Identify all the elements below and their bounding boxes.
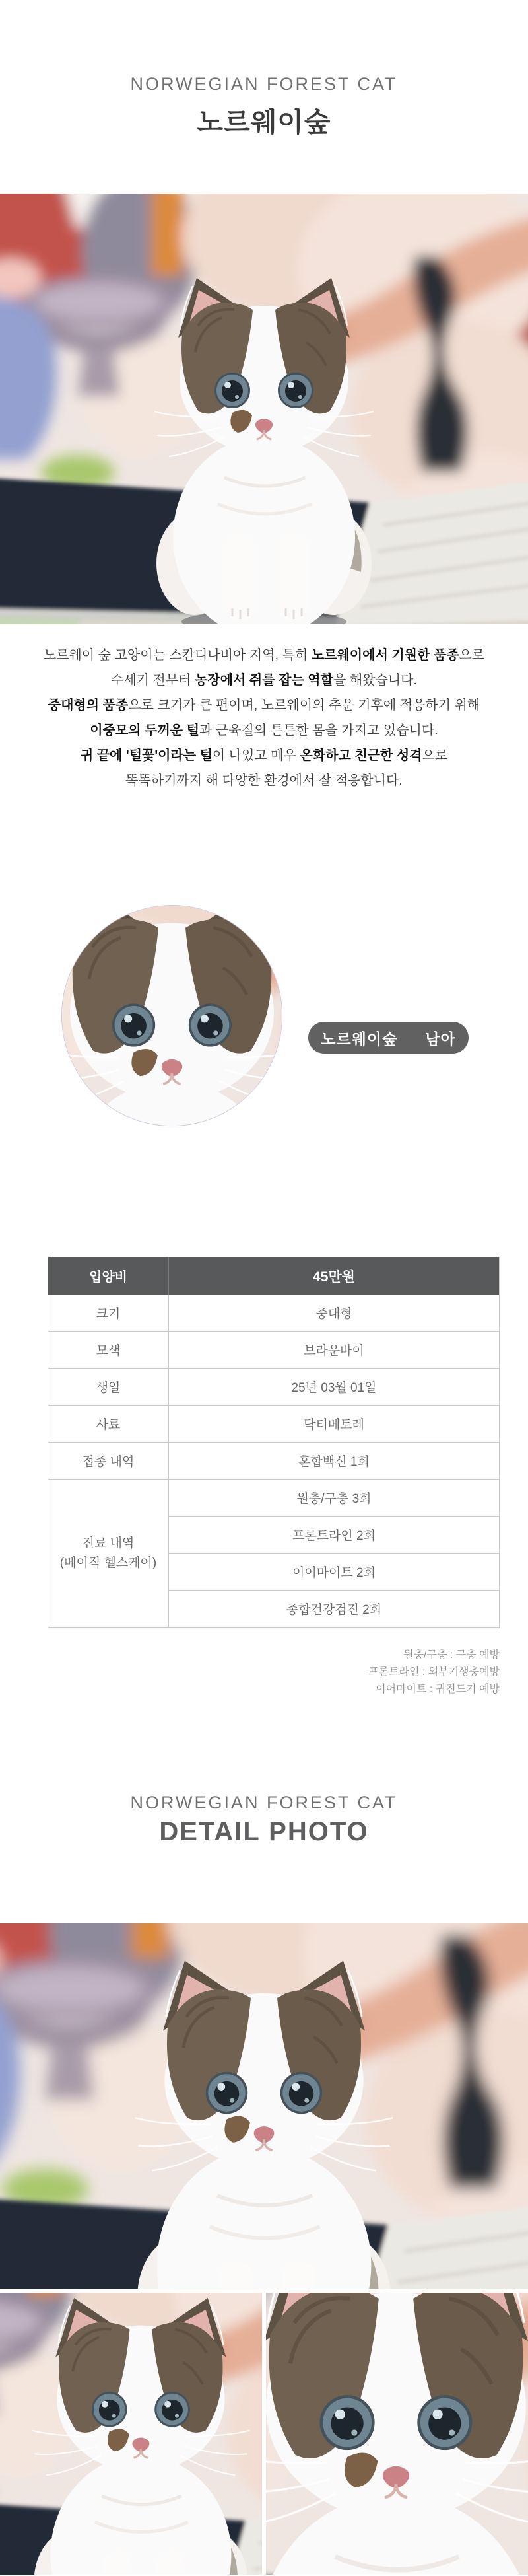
detail-eng-title: NORWEGIAN FOREST CAT <box>130 1793 398 1812</box>
table-header-label: 입양비 <box>48 1257 169 1295</box>
treatment-item: 원충/구충 3회 <box>169 1480 499 1517</box>
row-vaccine-value: 혼합백신 1회 <box>169 1443 499 1480</box>
profile-kitten-photo <box>61 905 282 1126</box>
description-line: 중대형의 품종으로 크기가 큰 편이며, 노르웨이의 추운 기후에 적응하기 위해 <box>48 698 480 713</box>
description-line: 수세기 전부터 농장에서 쥐를 잡는 역할을 해왔습니다. <box>111 673 417 688</box>
detail-photo-grid <box>0 2293 528 2575</box>
row-vaccine-label: 접종 내역 <box>48 1443 169 1480</box>
row-size-value: 중대형 <box>169 1295 499 1332</box>
description-line: 노르웨이 숲 고양이는 스칸디나비아 지역, 특히 노르웨이에서 기원한 품종으로 <box>43 648 485 662</box>
row-birth-value: 25년 03월 01일 <box>169 1369 499 1406</box>
row-color-value: 브라운바이 <box>169 1332 499 1369</box>
description-line: 똑똑하기까지 해 다양한 환경에서 잘 적응합니다. <box>125 773 403 788</box>
breed-sex-badge <box>308 1022 469 1054</box>
table-footnotes <box>0 1647 500 1698</box>
adoption-info-table <box>48 1257 500 1628</box>
breed-kor-title: 노르웨이숲 <box>197 107 331 137</box>
grid-photo-left-kitten-full <box>0 2293 262 2575</box>
row-food-label: 사료 <box>48 1406 169 1443</box>
row-birth-label: 생일 <box>48 1369 169 1406</box>
detail-photo-title: DETAIL PHOTO <box>159 1817 369 1846</box>
description-line: 귀 끝에 '털꽃'이라는 털이 나있고 매우 온화하고 친근한 성격으로 <box>80 748 448 763</box>
grid-photo-right-kitten-face <box>266 2293 528 2575</box>
badge-sex-label: 남아 <box>425 1030 456 1048</box>
row-food-value: 닥터베토레 <box>169 1406 499 1443</box>
profile-section <box>0 905 528 1126</box>
footnote-line: 원충/구충 : 구충 예방 <box>403 1649 500 1661</box>
table-header-value: 45만원 <box>169 1257 499 1295</box>
detail-kitten-photo <box>0 1923 528 2289</box>
footnote-line: 이어마이트 : 귀진드기 예방 <box>376 1684 500 1695</box>
badge-breed-label: 노르웨이숲 <box>321 1030 398 1048</box>
treatment-item: 종합건강검진 2회 <box>169 1591 499 1628</box>
breed-description <box>0 643 528 793</box>
breed-header <box>0 0 528 194</box>
footnote-line: 프론트라인 : 외부기생충예방 <box>368 1666 500 1678</box>
treatment-item: 이어마이트 2회 <box>169 1554 499 1591</box>
main-kitten-photo <box>0 194 528 624</box>
description-line: 이중모의 두꺼운 털과 근육질의 튼튼한 몸을 가지고 있습니다. <box>90 723 438 738</box>
row-treatment-label: 진료 내역 (베이직 헬스케어) <box>48 1480 169 1628</box>
breed-eng-title: NORWEGIAN FOREST CAT <box>130 74 398 94</box>
detail-photo-header <box>0 1793 528 1847</box>
row-color-label: 모색 <box>48 1332 169 1369</box>
treatment-item: 프론트라인 2회 <box>169 1517 499 1554</box>
row-size-label: 크기 <box>48 1295 169 1332</box>
